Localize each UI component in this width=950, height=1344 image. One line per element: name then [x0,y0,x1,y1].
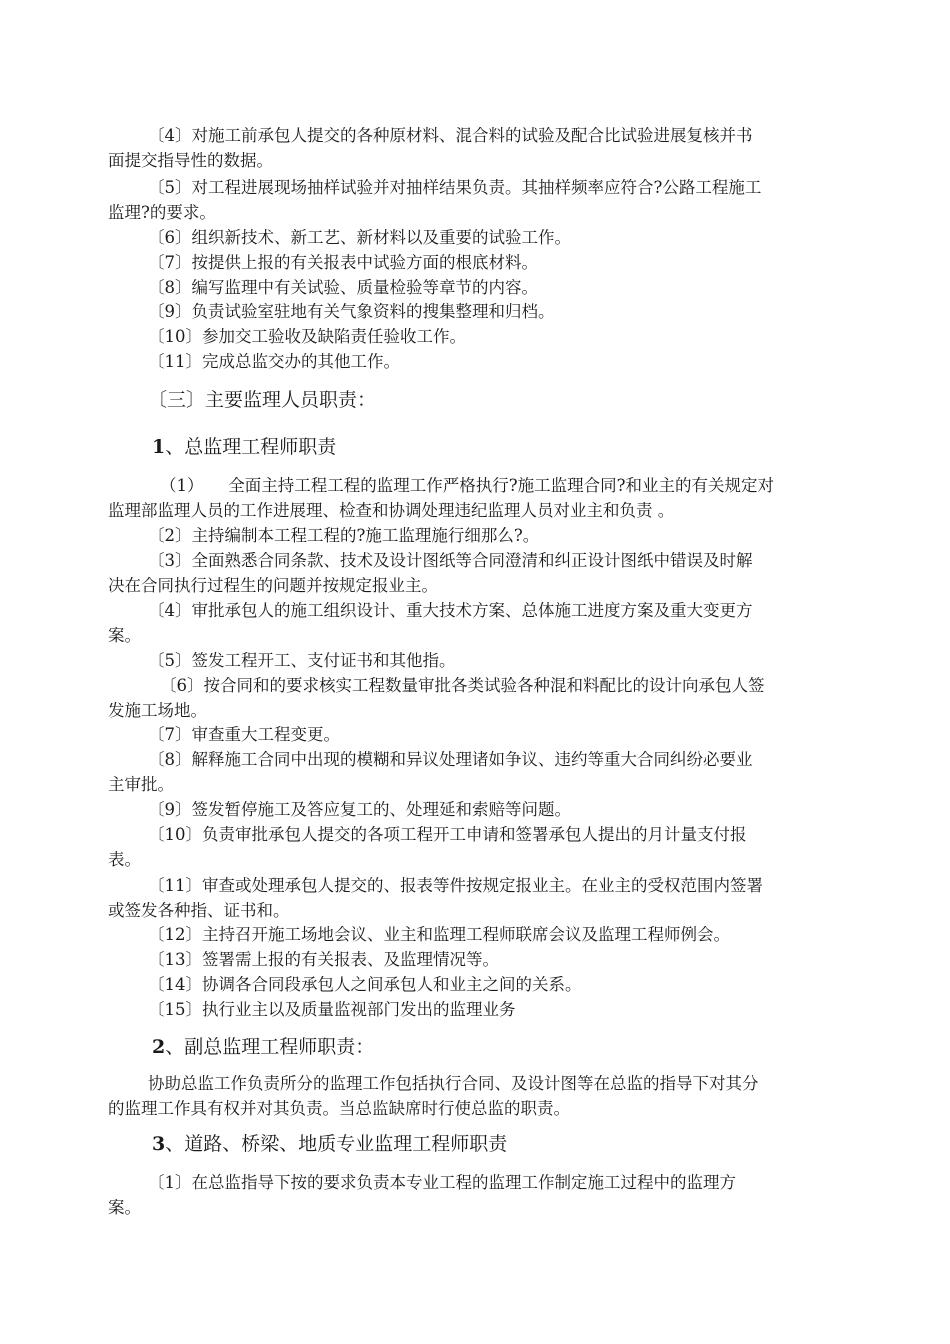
heading-text: 副总监理工程师职责： [184,1036,375,1058]
heading-number: 1 [152,436,166,458]
text-line: 〔1〕在总监指导下按的要求负责本专业工程的监理工作制定施工过程中的监理方 [148,1173,736,1192]
section-heading: 〔三〕主要监理人员职责： [148,389,377,411]
text-line: 协助总监工作负责所分的监理工作包括执行合同、及设计图等在总监的指导下对其分 [148,1074,759,1093]
text-line: 〔12〕主持召开施工场地会议、业主和监理工程师联席会议及监理工程师例会。 [148,925,730,944]
text-line: 〔14〕协调各合同段承包人之间承包人和业主之间的关系。 [148,975,582,994]
text-line: 案。 [108,1198,141,1217]
text-line: 主审批。 [108,775,174,794]
heading-text: 道路、桥梁、地质专业监理工程师职责 [184,1133,508,1155]
text-line: 〔10〕负责审批承包人提交的各项工程开工申请和签署承包人提出的月计量支付报 [148,825,747,844]
text-line: 〔7〕审查重大工程变更。 [148,725,340,744]
text-line: 〔8〕编写监理中有关试验、质量检验等章节的内容。 [148,278,538,297]
subsection-heading [152,1033,374,1061]
text-line: 〔5〕签发工程开工、支付证书和其他指。 [148,651,456,670]
text-line: 〔6〕按合同和的要求核实工程数量审批各类试验各种混和料配比的设计向承包人签 [160,676,765,695]
text-line: 〔3〕全面熟悉合同条款、技术及设计图纸等合同澄清和纠正设计图纸中错误及时解 [148,551,753,570]
heading-separator: 、 [165,436,185,458]
text-line: 〔4〕对施工前承包人提交的各种原材料、混合料的试验及配合比试验进展复核并书 [148,126,753,145]
text-line: 〔8〕解释施工合同中出现的模糊和异议处理诸如争议、违约等重大合同纠纷必要业 [148,750,753,769]
text-line: 〔10〕参加交工验收及缺陷责任验收工作。 [148,327,466,346]
heading-separator: 、 [165,1133,185,1155]
text-line: 发施工场地。 [108,701,207,720]
text-line: 〔7〕按提供上报的有关报表中试验方面的根底材料。 [148,253,538,272]
subsection-heading [152,1130,507,1158]
text-line: 〔5〕对工程进展现场抽样试验并对抽样结果负责。其抽样频率应符合?公路工程施工 [148,178,762,197]
text-line: 监理?的要求。 [108,203,216,222]
text-line: 或签发各种指、证书和。 [108,901,290,920]
heading-number: 2 [152,1036,166,1058]
heading-number: 3 [152,1133,166,1155]
text-line: 〔11〕完成总监交办的其他工作。 [148,352,400,371]
text-line: 〔13〕签署需上报的有关报表、及监理情况等。 [148,950,499,969]
text-line: 〔9〕负责试验室驻地有关气象资料的搜集整理和归档。 [148,302,555,321]
text-line: 案。 [108,626,141,645]
text-line: 的监理工作具有权并对其负责。当总监缺席时行使总监的职责。 [108,1099,570,1118]
text-line: 〔6〕组织新技术、新工艺、新材料以及重要的试验工作。 [148,228,571,247]
text-line: 〔2〕主持编制本工程工程的?施工监理施行细那么?。 [148,526,540,545]
text-line: 〔9〕签发暂停施工及答应复工的、处理延和索赔等问题。 [148,800,571,819]
subsection-heading [152,433,336,461]
text-line: 面提交指导性的数据。 [108,151,273,170]
text-line: （1） 全面主持工程工程的监理工作严格执行?施工监理合同?和业主的有关规定对 [160,476,774,495]
text-line: 〔4〕审批承包人的施工组织设计、重大技术方案、总体施工进度方案及重大变更方 [148,601,753,620]
heading-text: 总监理工程师职责 [184,436,337,458]
text-line: 表。 [108,850,141,869]
text-line: 〔11〕审查或处理承包人提交的、报表等件按规定报业主。在业主的受权范围内签署 [148,876,763,895]
text-line: 〔15〕执行业主以及质量监视部门发出的监理业务 [148,1000,516,1019]
text-line: 决在合同执行过程生的问题并按规定报业主。 [108,576,438,595]
text-line: 监理部监理人员的工作进展理、检查和协调处理违纪监理人员对业主和负责 。 [108,501,675,520]
heading-separator: 、 [165,1036,185,1058]
